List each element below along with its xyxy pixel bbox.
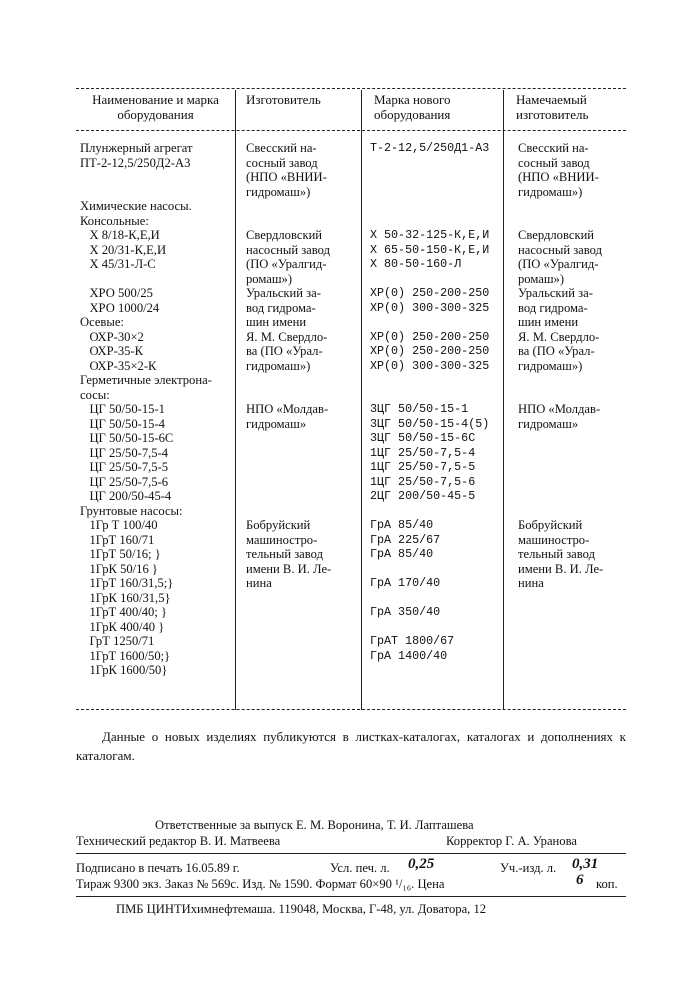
signed-line: Подписано в печать 16.05.89 г. [76,861,240,875]
column-divider-1 [235,90,236,710]
header-planned-maker: Намечаемый изготовитель [516,92,589,122]
price-value: 6 [576,872,584,888]
table-top-rule [76,88,626,89]
header-name: Наименование и марка оборудования [92,92,219,122]
imprint-rule-bottom [76,896,626,897]
responsible-line: Ответственные за выпуск Е. М. Воронина, Т. И. Лапташева [155,818,474,832]
edu-sheets-label: Уч.-изд. л. [500,861,557,875]
catalog-note: Данные о новых изделиях публикуются в листках-каталогах, каталогах и дополнениях к каталогам. [76,729,626,763]
price-unit: коп. [596,877,618,891]
planned-manufacturer-column: Свесский на- сосный завод (НПО «ВНИИ- гидромаш») Свердловский насосный завод (ПО «Уралгид- ромаш») Уральский за- вод гидрома- шин имени Я. М. Свердло- ва (ПО «Урал- гидромаш») НПО «Молдав- гидромаш» Бобруйский машиностро- тельный завод имени В. И. Ле- нина [518,141,604,590]
table-bottom-rule [76,709,626,710]
column-divider-2 [361,90,362,710]
imprint-rule-top [76,853,626,854]
column-divider-3 [503,90,504,710]
print-sheets-label: Усл. печ. л. [330,861,390,875]
tech-editor-line: Технический редактор В. И. Матвеева [76,834,281,848]
edu-sheets-value: 0,31 [572,856,599,872]
corrector-line: Корректор Г. А. Уранова [446,834,577,848]
run-line: Тираж 9300 экз. Заказ № 569с. Изд. № 1590. Формат 60×90 ¹/₁₆. Цена [76,877,445,891]
table-header-rule [76,130,626,131]
equipment-name-column: Плунжерный агрегат ПТ-2-12,5/250Д2-А3 Химические насосы. Консольные: Х 8/18-К,Е,И Х 20/31-К,Е,И Х 45/31-Л-С ХРО 500/25 ХРО 1000/24 Осевые: ОХР-30×2 ОХР-35-К ОХР-35×2-К Герметичные электрона- сосы: ЦГ 50/50-15-1 ЦГ 50/50-15-4 ЦГ 50/50-15-6С ЦГ 25/50-7,5-4 ЦГ 25/50-7,5-5 ЦГ 25/50-7,5-6 ЦГ 200/50-45-4 Грунтовые насосы: 1Гр Т 100/40 1ГрТ 160/71 1ГрТ 50/16; } 1ГрК 50/16 } 1ГрТ 160/31,5;} 1ГрК 160/31,5} 1ГрТ 400/40; } 1ГрК 400/40 } ГрТ 1250/71 1ГрТ 1600/50;} 1ГрК 1600/50} [80,141,212,677]
new-equipment-mark-column: Т-2-12,5/250Д1-А3 Х 50-32-125-К,Е,И Х 65-50-150-К,Е,И Х 80-50-160-Л ХР(0) 250-200-250 ХР(0) 300-300-325 ХР(0) 250-200-250 ХР(0) 250-200-250 ХР(0) 300-300-325 3ЦГ 50/50-15-1 3ЦГ 50/50-15-4(5) 3ЦГ 50/50-15-6С 1ЦГ 25/50-7,5-4 1ЦГ 25/50-7,5-5 1ЦГ 25/50-7,5-6 2ЦГ 200/50-45-5 ГрА 85/40 ГрА 225/67 ГрА 85/40 ГрА 170/40 ГрА 350/40 ГрАТ 1800/67 ГрА 1400/40 [370,141,490,663]
manufacturer-column: Свесский на- сосный завод (НПО «ВНИИ- гидромаш») Свердловский насосный завод (ПО «Уралгид- ромаш») Уральский за- вод гидрома- шин имени Я. М. Свердло- ва (ПО «Урал- гидромаш») НПО «Молдав- гидромаш» Бобруйский машиностро- тельный завод имени В. И. Ле- нина [246,141,332,590]
print-sheets-value: 0,25 [408,856,435,872]
header-new-mark: Марка нового оборудования [374,92,451,122]
publisher-line: ПМБ ЦИНТИхимнефтемаша. 119048, Москва, Г-48, ул. Доватора, 12 [116,902,487,916]
header-maker: Изготовитель [246,92,321,107]
